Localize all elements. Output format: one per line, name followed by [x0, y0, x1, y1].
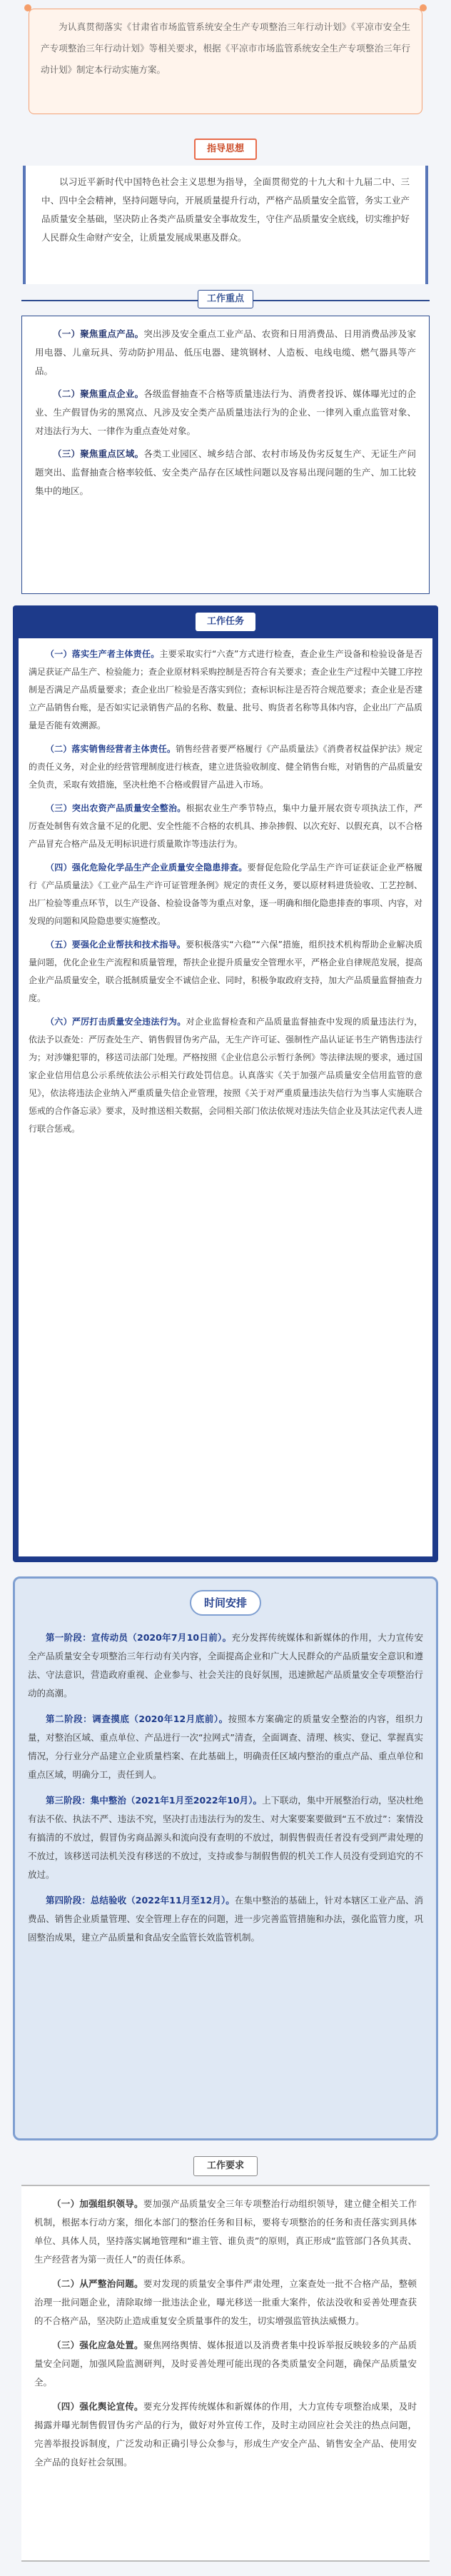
schedule-item-head: 第三阶段：集中整治（2021年1月至2022年10月）。 [46, 1795, 263, 1806]
schedule-section [0, 1576, 451, 2148]
focus-item [35, 445, 416, 500]
schedule-item-head: 第四阶段：总结验收（2022年11月至12月）。 [46, 1895, 235, 1906]
guiding-box [23, 166, 428, 284]
focus-item [35, 385, 416, 441]
task-item [29, 740, 422, 794]
requirements-section [0, 2156, 451, 2576]
task-item-text: 根据农业生产季节特点，集中力量开展农资专项执法工作，严厉查处制售有效含量不足的化肥、安全性能不合格的农机具、掺杂掺假、以次充好、以假充真，以不合格产品冒充合格产品及无明标识进行质量欺诈等违法行为。 [29, 803, 423, 849]
schedule-item [28, 1791, 423, 1884]
focus-header [21, 293, 430, 307]
task-item-head: （三）突出农资产品质量安全整治。 [46, 803, 186, 813]
task-item [29, 1013, 422, 1138]
task-item-head: （六）严厉打击质量安全违法行为。 [46, 1017, 186, 1027]
requirement-item-text: 要充分发挥传统媒体和新媒体的作用，大力宣传专项整治成果，及时揭露并曝光制售假冒伪劣产品的行为，做好对外宣传工作，及时主动回应社会关注的热点问题，完善举报投诉制度，广泛发动和正确引导公众参与，形成生产安全产品、销售安全产品、使用安全产品的良好社会氛围。 [34, 2401, 417, 2467]
focus-title: 工作重点 [198, 290, 253, 308]
schedule-item [28, 1629, 423, 1703]
task-item [29, 645, 422, 735]
requirement-item [34, 2275, 417, 2330]
requirement-item [34, 2398, 417, 2472]
schedule-item-head: 第一阶段：宣传动员（2020年7月10日前）。 [46, 1632, 232, 1643]
requirement-item [34, 2195, 417, 2269]
task-item-text: 要督促危险化学品生产许可证获证企业严格履行《产品质量法》《工业产品生产许可证管理条例》规定的责任义务，要以原材料进货验收、工艺控制、出厂检验等重点环节，以生产设备、检验设备等为重点对象，逐一明确和细化隐患排查的事项、内容，对发现的问题和风险隐患要实施整改。 [29, 862, 423, 926]
focus-section [0, 293, 451, 600]
requirement-item-text: 要加强产品质量安全三年专项整治行动组织领导，建立健全相关工作机制，根据本行动方案，细化本部门的整治任务和目标，要将专项整治的任务和责任落实到具体单位、具体人员，坚持落实属地管理和“谁主管、谁负责”的原则，真正形成“监管部门各负其责、生产经营者为第一责任人”的责任体系。 [34, 2198, 417, 2265]
task-item-text: 主要采取实行“六查”方式进行检查，查企业生产设备和检验设备是否满足获证产品生产、检验能力；查企业原材料采购控制是否符合有关要求；查企业生产过程中关键工序控制是否满足产品质量要求；查企业出厂检验是否落实到位；查标识标注是否符合规范要求；查企业是否建立产品销售台账，是否如实记录销售产品的名称、数量、批号、购货者名称等具体内容，企业出厂产品质量是否能有效溯源。 [29, 649, 423, 730]
schedule-item-text: 在集中整治的基础上，针对本辖区工业产品、消费品、销售企业质量管理、安全管理上存在的问题，进一步完善监管措施和办法，强化监管力度，巩固整治成果，建立产品质量和食品安全监管长效监管机制。 [28, 1895, 423, 1943]
guiding-section [0, 136, 451, 293]
focus-item-head: （一）聚焦重点产品。 [53, 328, 144, 339]
schedule-item-text: 按照本方案确定的质量安全整治的内容，组织力量，对整治区域、重点单位、产品进行一次“拉网式”清查，全面调查、清理、核实、登记、掌握真实情况，分行业分产品建立企业质量档案、在此基础上，明确责任区域内整治的重点产品、重点单位和重点区域，明确分工，责任到人。 [28, 1714, 423, 1780]
requirement-item-text: 聚焦网络舆情、媒体报道以及消费者集中投诉举报反映较多的产品质量安全问题，加强风险监测研判，及时妥善处理可能出现的各类质量安全问题，确保产品质量安全。 [34, 2340, 417, 2388]
task-item-text: 对企业监督检查和产品质量监督抽查中发现的质量违法行为，依法予以查处：严厉查处生产、销售假冒伪劣产品，无生产许可证、强制性产品认证证书生产销售违法行为；对涉嫌犯罪的，移送司法部门处理。严格按照《企业信息公示暂行条例》等法律法规的要求，通过国家企业信用信息公示系统依法公示相关行政处罚信息。认真落实《关于加强产品质量安全信用监管的意见》，依法将违法企业纳入严重质量失信企业管理，按照《关于对严重质量违法失信行为当事人实施联合惩戒的合作备忘录》要求，及时推送相关数据，会同相关部门依法依规对违法失信企业及其法定代表人进行联合惩戒。 [29, 1017, 423, 1134]
tasks-content [19, 638, 432, 1556]
guiding-title: 指导思想 [194, 139, 257, 160]
task-item [29, 859, 422, 930]
focus-item [35, 325, 416, 381]
requirement-item-head: （四）强化舆论宣传。 [52, 2401, 143, 2412]
task-item-head: （四）强化危险化学品生产企业质量安全隐患排查。 [46, 862, 248, 872]
task-item [29, 800, 422, 853]
guiding-text: 以习近平新时代中国特色社会主义思想为指导，全面贯彻党的十九大和十九届二中、三中、四中全会精神，坚持问题导向，开展质量提升行动，严格产品质量安全监管，务实工业产品质量安全基础，坚决防止各类产品质量安全事故发生，守住产品质量安全底线，切实维护好人民群众生命财产安全，让质量发展成果惠及群众。 [41, 176, 410, 243]
task-item [29, 936, 422, 1007]
task-item-head: （一）落实生产者主体责任。 [46, 649, 160, 659]
requirement-item-head: （二）从严整治问题。 [52, 2278, 143, 2289]
focus-item-head: （二）聚焦重点企业。 [53, 388, 144, 399]
intro-section [0, 0, 451, 136]
focus-box [21, 316, 430, 594]
schedule-title: 时间安排 [190, 1590, 261, 1616]
focus-item-text: 各级监督抽查不合格等质量违法行为、消费者投诉、媒体曝光过的企业、生产假冒伪劣的黑窝点、凡涉及安全类产品质量违法行为的企业、一律列入重点监管对象、对违法行为大、一律作为重点查处对象。 [35, 388, 416, 436]
requirements-title: 工作要求 [193, 2156, 258, 2176]
requirements-box [21, 2185, 430, 2562]
focus-item-text: 突出涉及安全重点工业产品、农资和日用消费品、日用消费品涉及家用电器、儿童玩具、劳动防护用品、低压电器、建筑钢材、人造板、电线电缆、燃气器具等产品。 [35, 328, 416, 376]
tasks-section [0, 605, 451, 1569]
task-item-head: （五）要强化企业帮扶和技术指导。 [46, 940, 186, 950]
requirement-item-head: （三）强化应急处置。 [52, 2340, 143, 2350]
intro-box [29, 9, 422, 114]
tasks-title: 工作任务 [196, 613, 255, 631]
schedule-item-text: 上下联动，集中开展整治行动，坚决杜绝有法不依、执法不严、违法不究，坚决打击违法行为的发生、对大案要案要做到“五不放过”：案情没有搞清的不放过，假冒伪劣商品源头和流向没有查明的不放过，制假售假责任者没有受到严肃处理的不放过，该移送司法机关没有移送的不放过，支持或参与制假售假的机关工作人员没有受到追究的不放过。 [28, 1795, 423, 1880]
requirement-item [34, 2336, 417, 2392]
tasks-box [13, 605, 438, 1562]
schedule-box [13, 1576, 438, 2140]
task-item-head: （二）落实销售经营者主体责任。 [46, 744, 176, 754]
intro-text: 为认真贯彻落实《甘肃省市场监管系统安全生产专项整治三年行动计划》《平凉市安全生产专项整治三年行动计划》等相关要求，根据《平凉市市场监管系统安全生产专项整治三年行动计划》制定本行动实施方案。 [41, 21, 410, 75]
focus-item-text: 各类工业园区、城乡结合部、农村市场及伪劣反复生产、无证生产问题突出、监督抽查合格率较低、安全类产品存在区域性问题以及容易出现问题的生产、加工比较集中的地区。 [35, 448, 416, 496]
schedule-item [28, 1891, 423, 1947]
requirement-item-text: 要对发现的质量安全事件严肃处理，立案查处一批不合格产品，整顿治理一批问题企业，清除取缔一批违法企业，曝光移送一批重大案件，依法没收和妥善处理查获的不合格产品，坚决防止造成重复安全质量事件的发生，切实增强监管执法威慑力。 [34, 2278, 417, 2326]
focus-item-head: （三）聚焦重点区域。 [53, 448, 144, 459]
schedule-item [28, 1710, 423, 1784]
schedule-item-head: 第二阶段：调查摸底（2020年12月底前）。 [46, 1714, 228, 1724]
schedule-item-text: 充分发挥传统媒体和新媒体的作用，大力宣传安全产品质量安全专项整治三年行动有关内容，全面提高企业和广大人民群众的产品质量安全意识和遵法、守法意识，营造政府重视、企业参与、社会关注的良好氛围，迅速掀起产品质量安全专项整治行动的高潮。 [28, 1632, 423, 1699]
task-item-text: 销售经营者要严格履行《产品质量法》《消费者权益保护法》规定的责任义务，对企业的经营管理制度进行核查，建立进货验收制度、健全销售台账，对销售的产品质量安全负责，采取有效措施，坚决杜绝不合格或假冒产品进入市场。 [29, 744, 423, 790]
task-item-text: 要积极落实“六稳”“六保”措施，组织技术机构帮助企业解决质量问题，优化企业生产流程和质量管理，帮扶企业提升质量安全管理水平，严格企业自律规范发展，提高企业产品质量安全，联合抵制质量安全不诚信企业、同时，积极争取政府支持，加大产品质量监督抽查力度。 [29, 940, 423, 1003]
requirement-item-head: （一）加强组织领导。 [52, 2198, 143, 2209]
